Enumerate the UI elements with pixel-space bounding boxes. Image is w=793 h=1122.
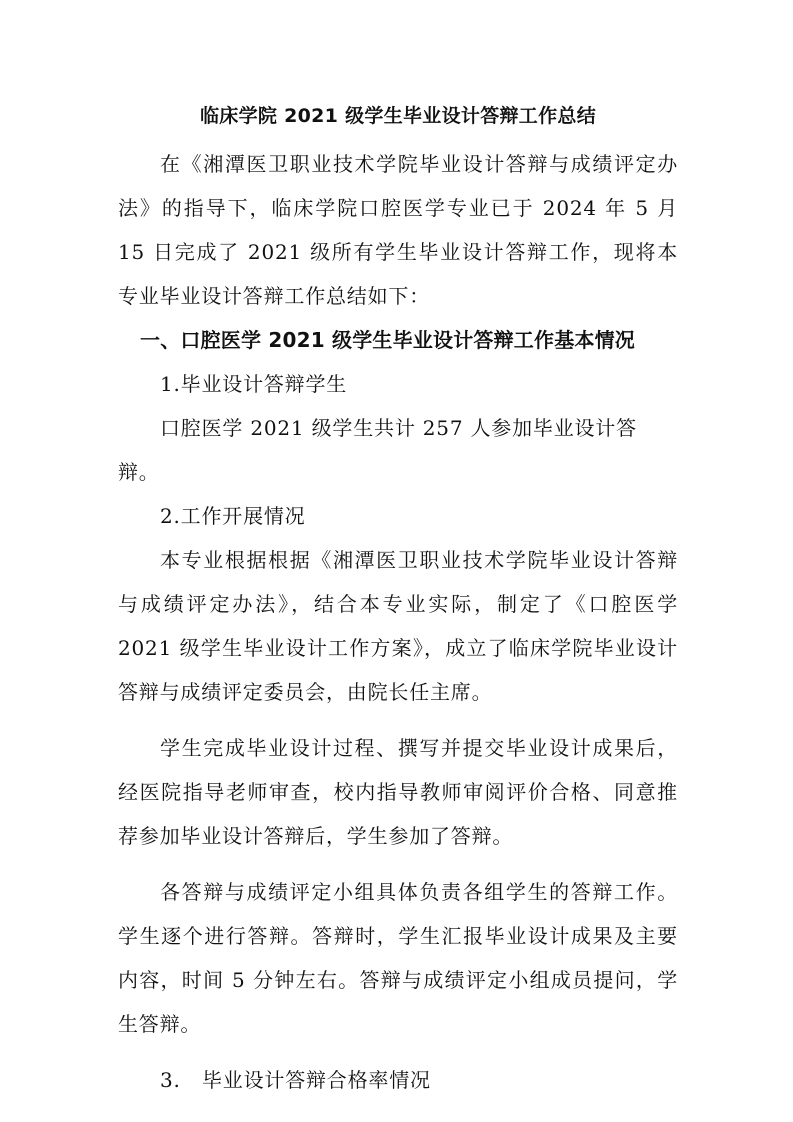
subsection-2-paragraph-2: 学生完成毕业设计过程、撰写并提交毕业设计成果后，经医院指导老师审查，校内指导教师审阅评价合格、同意推荐参加毕业设计答辩后，学生参加了答辩。 bbox=[118, 736, 678, 848]
paragraph-gap bbox=[118, 1046, 678, 1058]
subsection-title-3-text: 毕业设计答辩合格率情况 bbox=[202, 1068, 431, 1092]
subsection-number-3: 3. bbox=[160, 1068, 181, 1092]
document-title: 临床学院 2021 级学生毕业设计答辩工作总结 bbox=[199, 105, 596, 127]
section-heading-1: 一、口腔医学 2021 级学生毕业设计答辩工作基本情况 bbox=[140, 328, 635, 352]
paragraph-gap bbox=[118, 858, 678, 870]
paragraph-gap bbox=[118, 714, 678, 726]
subsection-body-1: 口腔医学 2021 级学生共计 257 人参加毕业设计答辩。 bbox=[118, 416, 637, 484]
subsection-2-paragraph-3: 各答辩与成绩评定小组具体负责各组学生的答辩工作。学生逐个进行答辩。答辩时，学生汇报毕业设计成果及主要内容，时间 5 分钟左右。答辩与成绩评定小组成员提问，学生答辩。 bbox=[118, 880, 678, 1036]
intro-paragraph: 在《湘潭医卫职业技术学院毕业设计答辩与成绩评定办法》的指导下，临床学院口腔医学专业已于 2024 年 5 月 15 日完成了 2021 级所有学生毕业设计答辩工作，现将本专业毕业设计答辩工作总结如下： bbox=[118, 152, 678, 308]
subsection-title-3 bbox=[118, 1058, 678, 1102]
document-body bbox=[118, 100, 678, 1102]
subsection-title-1: 1.毕业设计答辩学生 bbox=[160, 372, 348, 396]
subsection-title-2: 2.工作开展情况 bbox=[160, 504, 306, 528]
subsection-2-paragraph-1: 本专业根据根据《湘潭医卫职业技术学院毕业设计答辩与成绩评定办法》，结合本专业实际，制定了《口腔医学 2021 级学生毕业设计工作方案》，成立了临床学院毕业设计答辩与成绩评定委员会，由院长任主席。 bbox=[118, 548, 678, 704]
